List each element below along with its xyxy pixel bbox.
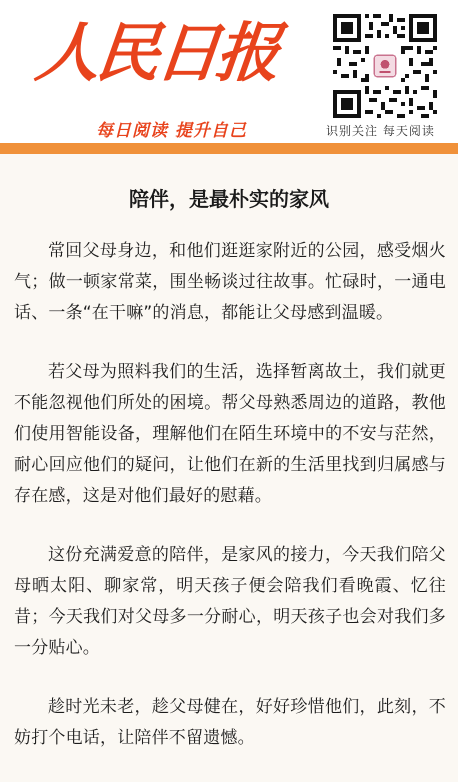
article-paragraph-4: 趁时光未老，趁父母健在，好好珍惜他们，此刻，不妨打个电话，让陪伴不留遗憾。 — [14, 697, 446, 748]
article-paragraph-1: 常回父母身边，和他们逛逛家附近的公园，感受烟火气；做一顿家常菜，围坐畅谈过往故事。忙碌时，一通电话、一条“在干嘛”的消息，都能让父母感到温暖。 — [14, 241, 446, 323]
article-paragraph-2: 若父母为照料我们的生活，选择暂离故土，我们就更不能忽视他们所处的困境。帮父母熟悉周边的道路，教他们使用智能设备，理解他们在陌生环境中的不安与茫然，耐心回应他们的疑问，让他们在新的生活里找到归属感与存在感，这是对他们最好的慰藉。 — [14, 362, 446, 506]
article-body — [14, 236, 446, 782]
newspaper-header — [0, 0, 458, 143]
article-title: 陪伴，是最朴实的家风 — [129, 187, 329, 211]
qr-caption: 识别关注 每天阅读 — [326, 124, 435, 138]
newspaper-logo: 人民日报 — [32, 16, 280, 91]
header-divider-band — [0, 143, 458, 154]
article-paragraph-3: 这份充满爱意的陪伴，是家风的接力，今天我们陪父母晒太阳、聊家常，明天孩子便会陪我们看晚霞、忆往昔；今天我们对父母多一分耐心，明天孩子也会对我们多一分贴心。 — [14, 545, 446, 658]
qr-code-icon[interactable] — [333, 14, 437, 118]
header-slogan: 每日阅读 提升自己 — [96, 121, 247, 141]
